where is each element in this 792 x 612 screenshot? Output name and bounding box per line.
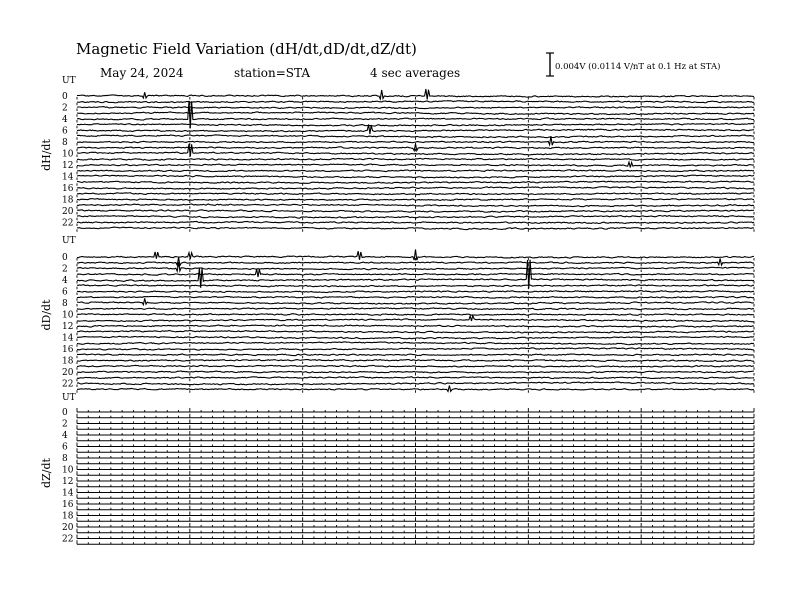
station-label: station=STA (234, 66, 311, 80)
trace-row (77, 291, 754, 293)
row-label: 20 (62, 207, 74, 217)
trace-row (77, 181, 754, 183)
ut-axis-title: UT (62, 393, 76, 403)
trace-row (77, 216, 754, 219)
row-label: 18 (62, 511, 74, 522)
panel-dH-dt (40, 76, 754, 232)
row-label: 0 (62, 92, 68, 102)
ut-axis-title: UT (62, 76, 76, 86)
row-label: 14 (62, 333, 74, 344)
row-label: 6 (62, 126, 68, 137)
trace-row (77, 377, 754, 379)
trace-row (77, 336, 754, 339)
y-axis-label: dZ/dt (40, 458, 53, 488)
row-label: 6 (62, 442, 68, 453)
panel-dZ-dt (40, 393, 754, 545)
trace-row (77, 193, 754, 195)
trace-row (77, 296, 754, 298)
trace-row (77, 382, 754, 385)
plot-title: Magnetic Field Variation (dH/dt,dD/dt,dZ/dt) (76, 40, 417, 58)
row-label: 14 (62, 172, 74, 183)
row-label: 14 (62, 488, 74, 499)
date-label: May 24, 2024 (100, 66, 184, 80)
row-label: 12 (62, 161, 74, 171)
trace-row (77, 314, 754, 316)
row-label: 10 (62, 310, 74, 321)
trace-row (77, 227, 754, 229)
trace-row (77, 325, 754, 327)
row-label: 22 (62, 379, 74, 390)
row-label: 20 (62, 368, 74, 378)
row-label: 10 (62, 149, 74, 160)
row-label: 8 (62, 138, 68, 148)
row-label: 8 (62, 299, 68, 309)
y-axis-label: dD/dt (40, 299, 53, 331)
trace-row (77, 210, 754, 212)
row-label: 2 (62, 264, 68, 275)
panel-dD-dt (40, 236, 754, 393)
trace-row (77, 308, 754, 310)
row-label: 16 (62, 345, 74, 355)
row-label: 18 (62, 195, 74, 206)
trace-row (77, 123, 754, 126)
row-label: 22 (62, 218, 74, 229)
panels (40, 76, 754, 545)
trace-row (77, 354, 754, 356)
row-label: 16 (62, 184, 74, 194)
averaging-label: 4 sec averages (370, 66, 461, 80)
trace-row (77, 285, 754, 287)
row-label: 20 (62, 523, 74, 533)
trace-row (77, 112, 754, 115)
trace-row (77, 330, 754, 333)
trace-row (77, 187, 754, 190)
row-label: 8 (62, 454, 68, 464)
trace-row (77, 101, 754, 103)
row-label: 2 (62, 419, 68, 430)
ut-axis-title: UT (62, 236, 76, 246)
scale-label: 0.004V (0.0114 V/nT at 0.1 Hz at STA) (555, 62, 721, 72)
trace-row (77, 348, 754, 350)
trace-row (77, 198, 754, 200)
row-label: 4 (62, 431, 68, 441)
trace-row (77, 170, 754, 172)
row-label: 2 (62, 103, 68, 114)
row-label: 10 (62, 465, 74, 476)
row-label: 18 (62, 356, 74, 367)
trace-row (77, 359, 754, 361)
row-label: 22 (62, 534, 74, 545)
row-label: 4 (62, 276, 68, 286)
row-label: 0 (62, 253, 68, 263)
row-label: 12 (62, 477, 74, 487)
row-label: 6 (62, 287, 68, 298)
row-label: 4 (62, 115, 68, 125)
trace-row (77, 107, 754, 109)
row-label: 16 (62, 500, 74, 510)
trace-row (77, 221, 754, 223)
scale-bar (546, 53, 720, 76)
trace-row (77, 371, 754, 373)
y-axis-label: dH/dt (40, 139, 53, 171)
row-label: 12 (62, 322, 74, 332)
trace-row (77, 158, 754, 160)
row-label: 0 (62, 408, 68, 418)
trace-row (77, 365, 754, 367)
